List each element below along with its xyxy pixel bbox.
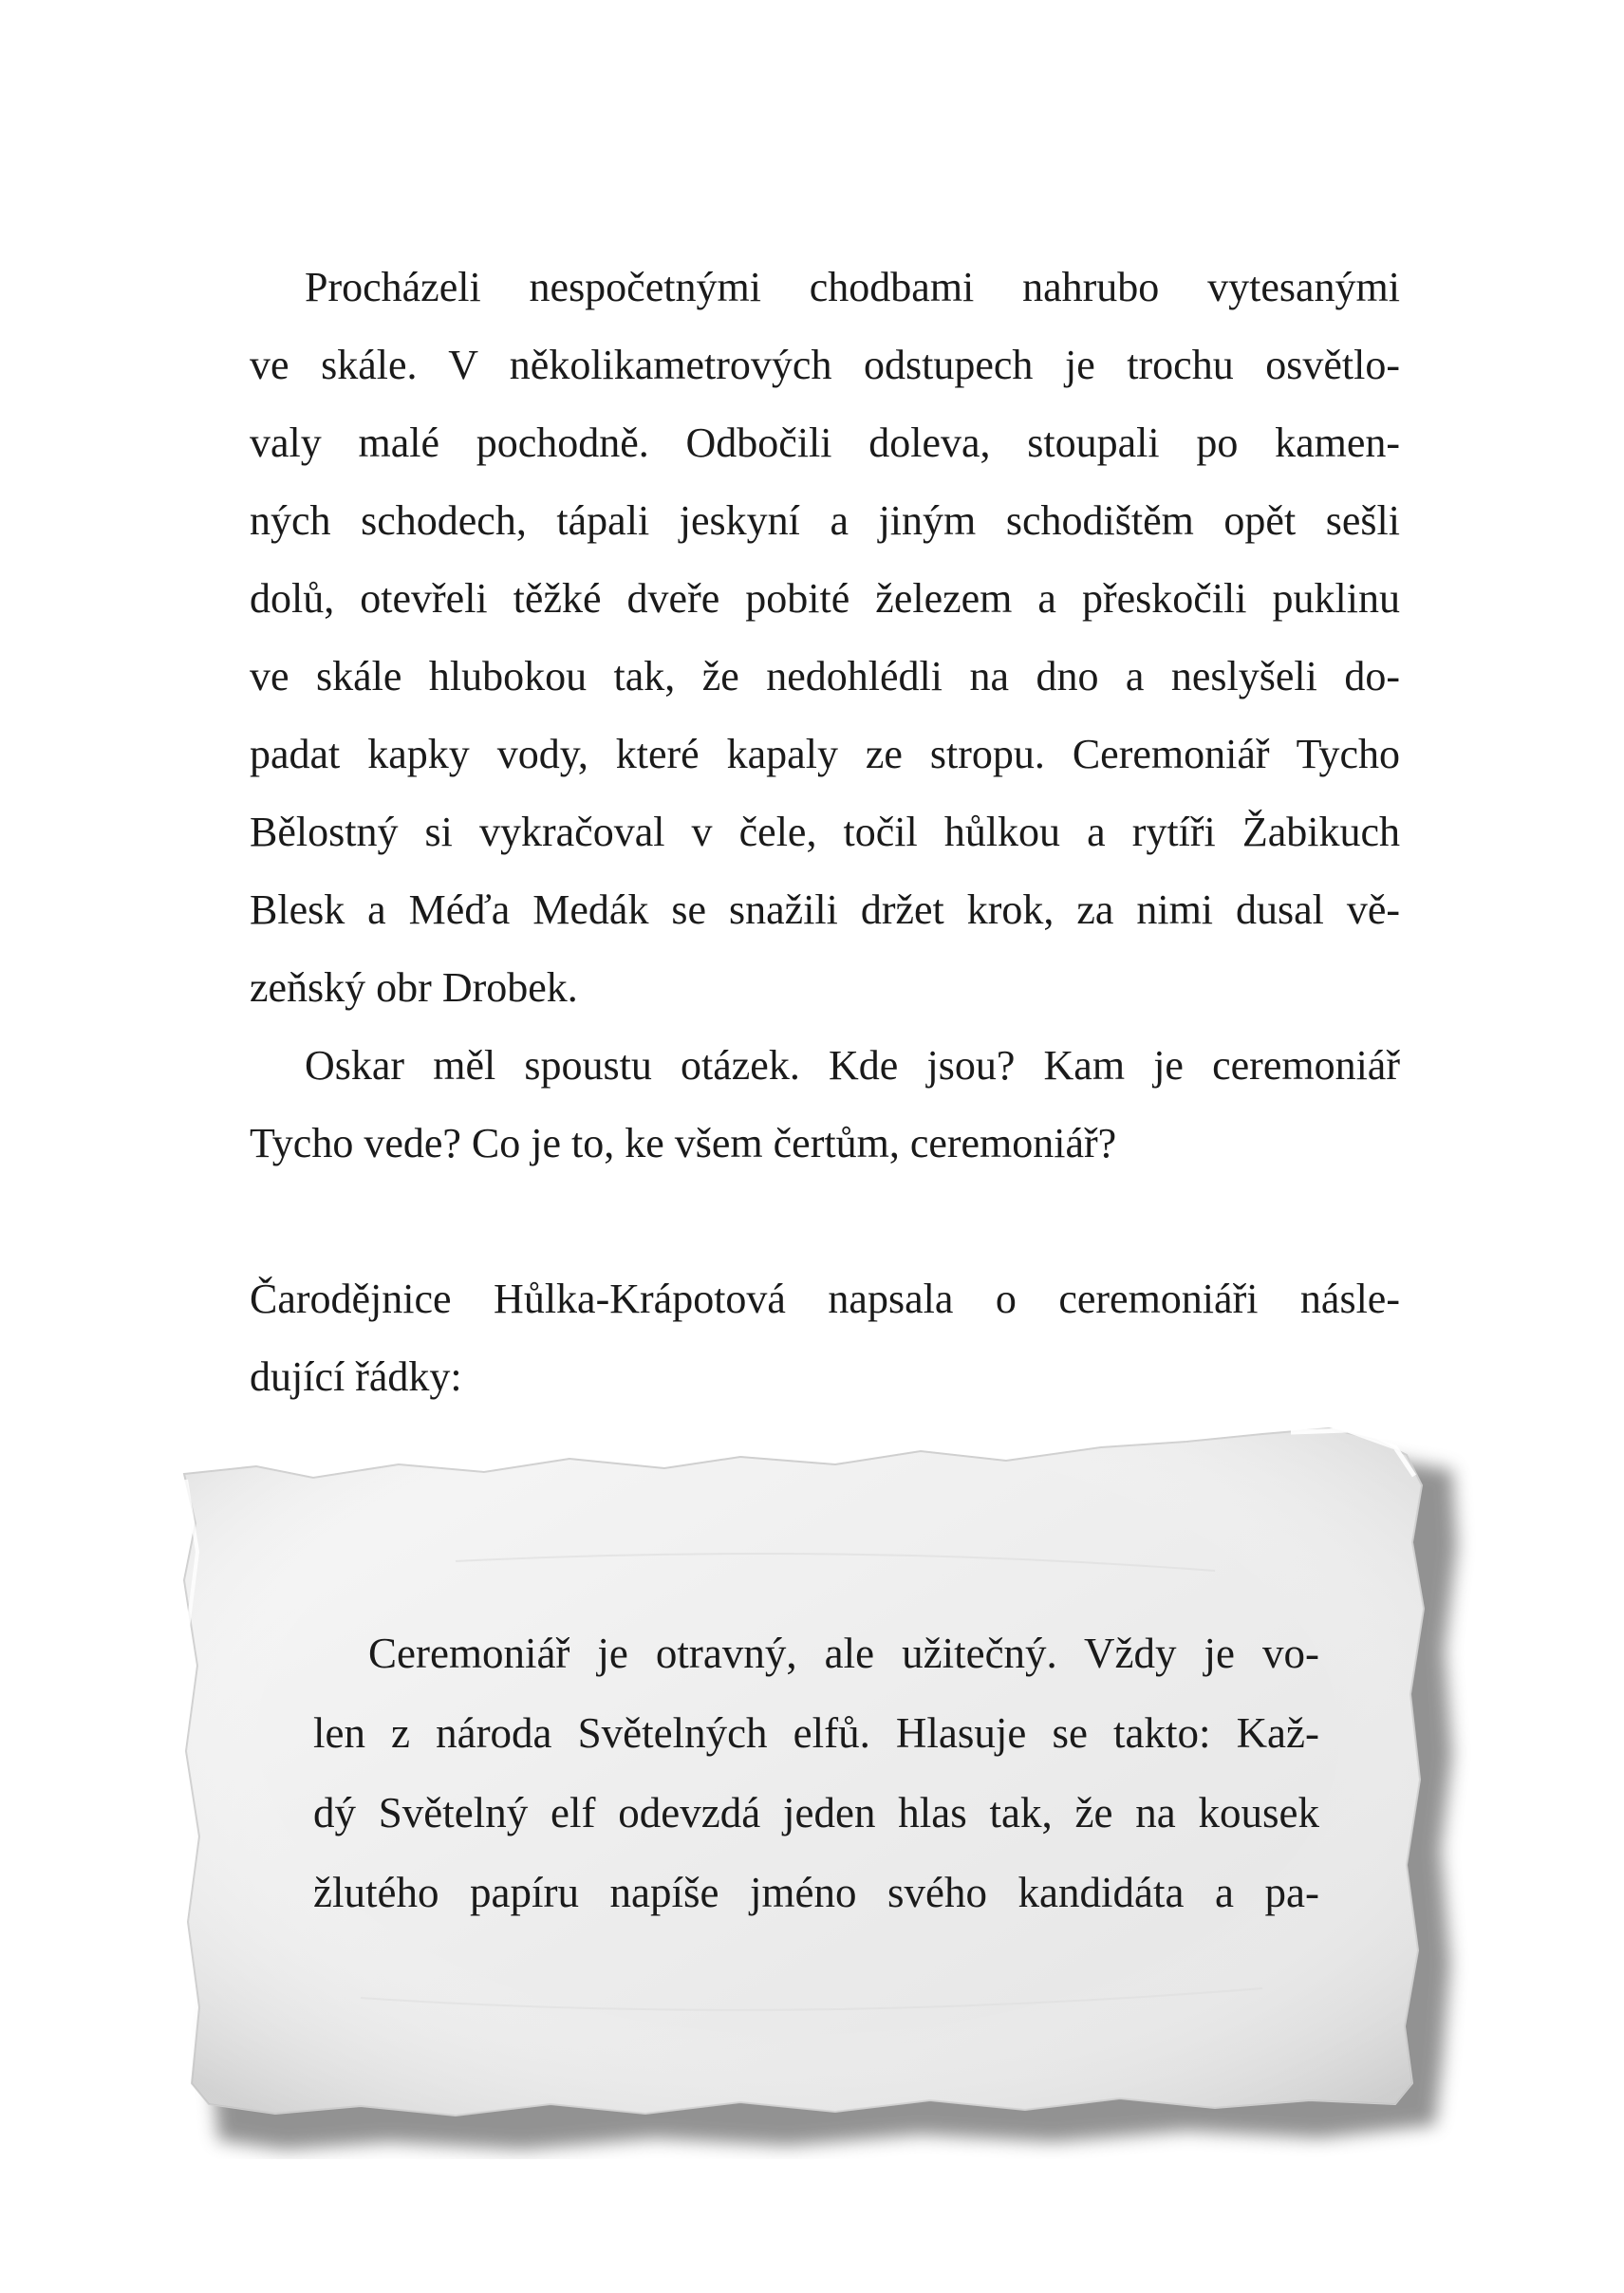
- text-line: ve skále. V několikametrových odstupech je trochu osvětlo-: [250, 342, 1400, 388]
- text-line: Tycho vede? Co je to, ke všem čertům, ceremoniář?: [250, 1120, 1117, 1166]
- text-line: Bělostný si vykračoval v čele, točil hůlkou a rytíři Žabikuch: [250, 809, 1400, 855]
- main-text: [250, 249, 1400, 1416]
- text-line: zeňský obr Drobek.: [250, 964, 578, 1011]
- text-line: dolů, otevřeli těžké dveře pobité železem a přeskočili puklinu: [250, 575, 1400, 622]
- note-text: [313, 1613, 1319, 1932]
- text-line: Oskar měl spoustu otázek. Kde jsou? Kam je ceremoniář: [305, 1042, 1400, 1089]
- note-line: žlutého papíru napíše jméno svého kandidáta a pa-: [313, 1869, 1319, 1916]
- paragraph-gap: [250, 1183, 1400, 1260]
- note-line: dý Světelný elf odevzdá jeden hlas tak, že na kousek: [313, 1789, 1319, 1836]
- text-line: padat kapky vody, které kapaly ze stropu. Ceremoniář Tycho: [250, 731, 1400, 777]
- text-line: Blesk a Méďa Medák se snažili držet krok, za nimi dusal vě-: [250, 886, 1400, 933]
- text-line: Čarodějnice Hůlka-Krápotová napsala o ceremoniáři násle-: [250, 1276, 1400, 1322]
- note-line: Ceremoniář je otravný, ale užitečný. Vždy je vo-: [368, 1630, 1319, 1677]
- text-line: ných schodech, tápali jeskyní a jiným schodištěm opět sešli: [250, 497, 1400, 544]
- note-line: len z národa Světelných elfů. Hlasuje se takto: Kaž-: [313, 1709, 1319, 1757]
- text-line: Procházeli nespočetnými chodbami nahrubo vytesanými: [305, 264, 1400, 310]
- text-line: valy malé pochodně. Odbočili doleva, stoupali po kamen-: [250, 419, 1400, 466]
- text-line: ve skále hlubokou tak, že nedohlédli na dno a neslyšeli do-: [250, 653, 1400, 699]
- text-line: dující řádky:: [250, 1353, 462, 1400]
